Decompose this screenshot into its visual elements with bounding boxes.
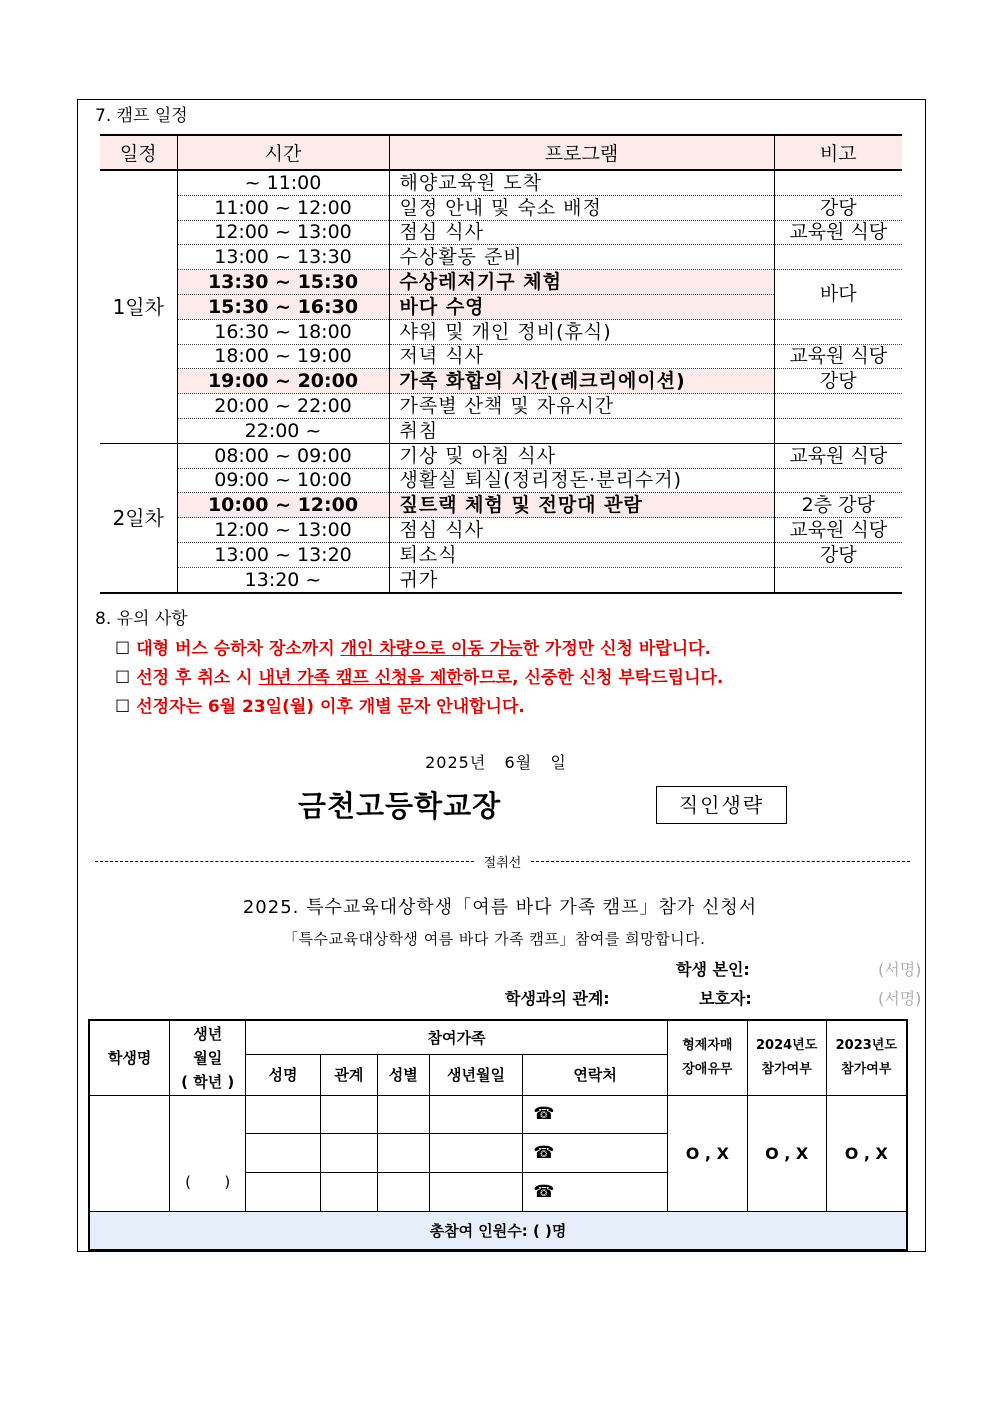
- row-note: 강당: [774, 195, 902, 220]
- family-name-cell[interactable]: [246, 1172, 321, 1211]
- row-note: 2층 강당: [774, 493, 902, 518]
- cut-line-label: 절취선: [483, 856, 522, 871]
- table-row: [100, 518, 902, 543]
- disability-ox[interactable]: O , X: [667, 1095, 747, 1211]
- row-program: 기상 및 아침 식사: [389, 443, 774, 468]
- table-row: [100, 493, 902, 518]
- student-sign-label: 학생 본인:: [676, 960, 750, 979]
- row-program: 해양교육원 도착: [389, 170, 774, 195]
- notice-1: [115, 634, 711, 659]
- row-time: 13:00 ~ 13:30: [177, 245, 389, 270]
- document-date: 2025년 6월 일: [425, 753, 567, 772]
- schedule-header-row: [100, 135, 902, 170]
- phone-icon[interactable]: ☎: [523, 1133, 668, 1172]
- student-sign-field[interactable]: (서명): [878, 960, 922, 979]
- family-relation-cell[interactable]: [320, 1133, 377, 1172]
- row-note: 교육원 식당: [774, 518, 902, 543]
- row-time: 12:00 ~ 13:00: [177, 220, 389, 245]
- row-program: 가족별 산책 및 자유시간: [389, 394, 774, 419]
- phone-icon[interactable]: ☎: [523, 1095, 668, 1133]
- row-program: 바다 수영: [389, 294, 774, 319]
- row-note: [774, 418, 902, 443]
- row-program: 귀가: [389, 567, 774, 592]
- col-sibling-disability: 형제자매 장애유무: [667, 1020, 747, 1095]
- row-time: 13:20 ~: [177, 567, 389, 592]
- row-program: 짚트랙 체험 및 전망대 관람: [389, 493, 774, 518]
- application-subtitle: 「특수교육대상학생 여름 바다 가족 캠프」참여를 희망합니다.: [283, 930, 706, 948]
- family-birth-cell[interactable]: [429, 1095, 523, 1133]
- cut-dash-left: [95, 861, 474, 862]
- row-program: 수상레저기구 체험: [389, 270, 774, 295]
- col-2024-participation: 2024년도 참가여부: [747, 1020, 826, 1095]
- row-note: [774, 567, 902, 592]
- notice-1-underline: 개인 차량으로 이동 가능: [340, 639, 523, 659]
- participation-2023-ox[interactable]: O , X: [826, 1095, 907, 1211]
- notice-2-text-a: 선정 후 취소 시: [136, 668, 259, 688]
- row-time: 20:00 ~ 22:00: [177, 394, 389, 419]
- application-table: [88, 1019, 908, 1251]
- seal-omitted-box: 직인생략: [656, 786, 787, 824]
- table-row: [100, 418, 902, 443]
- guardian-sign-field[interactable]: (서명): [878, 989, 922, 1008]
- row-time: 16:30 ~ 18:00: [177, 319, 389, 344]
- row-time: 11:00 ~ 12:00: [177, 195, 389, 220]
- table-row: [100, 195, 902, 220]
- day1-label: 1일차: [100, 170, 177, 443]
- row-program: 생활실 퇴실(정리정돈·분리수거): [389, 468, 774, 493]
- row-program: 점심 식사: [389, 220, 774, 245]
- student-name-cell[interactable]: [89, 1095, 170, 1211]
- family-name-cell[interactable]: [246, 1133, 321, 1172]
- row-note: 바다: [774, 270, 902, 320]
- table-row: [100, 567, 902, 592]
- day2-label: 2일차: [100, 443, 177, 592]
- header-note: 비고: [774, 135, 902, 170]
- table-row: [100, 344, 902, 369]
- row-program: 가족 화합의 시간(레크리에이션): [389, 369, 774, 394]
- row-note: 교육원 식당: [774, 443, 902, 468]
- col-family: 참여가족: [246, 1020, 668, 1054]
- cut-dash-right: [531, 861, 910, 862]
- schedule-heading: 7. 캠프 일정: [95, 106, 188, 126]
- family-gender-cell[interactable]: [377, 1095, 429, 1133]
- col-birth-grade: 생년 월일 ( 학년 ): [170, 1020, 246, 1095]
- table-row: [100, 220, 902, 245]
- table-row: [100, 319, 902, 344]
- row-program: 퇴소식: [389, 542, 774, 567]
- row-program: 저녁 식사: [389, 344, 774, 369]
- table-row: [100, 443, 902, 468]
- col-student-name: 학생명: [89, 1020, 170, 1095]
- school-name: 금천고등학교장: [298, 789, 502, 823]
- notice-3: [115, 692, 525, 717]
- row-time: 09:00 ~ 10:00: [177, 468, 389, 493]
- row-program: 수상활동 준비: [389, 245, 774, 270]
- row-time: 15:30 ~ 16:30: [177, 294, 389, 319]
- family-relation-cell[interactable]: [320, 1095, 377, 1133]
- row-note: 강당: [774, 542, 902, 567]
- row-program: 샤워 및 개인 정비(휴식): [389, 319, 774, 344]
- relation-label: 학생과의 관계:: [505, 989, 610, 1008]
- table-row: [100, 369, 902, 394]
- row-time: 13:30 ~ 15:30: [177, 270, 389, 295]
- row-note: 강당: [774, 369, 902, 394]
- row-time: 10:00 ~ 12:00: [177, 493, 389, 518]
- row-note: [774, 468, 902, 493]
- schedule-table: [100, 134, 902, 594]
- table-row: [100, 542, 902, 567]
- notices-heading: 8. 유의 사항: [95, 609, 188, 629]
- total-participants[interactable]: 총참여 인원수: ( )명: [89, 1211, 907, 1250]
- row-time: 13:00 ~ 13:20: [177, 542, 389, 567]
- notice-1-text-b: 한 가정만 신청 바랍니다.: [522, 639, 711, 659]
- header-program: 프로그램: [389, 135, 774, 170]
- row-time: 08:00 ~ 09:00: [177, 443, 389, 468]
- table-row: [100, 394, 902, 419]
- row-time: 18:00 ~ 19:00: [177, 344, 389, 369]
- checkbox-icon: ☐: [115, 697, 131, 717]
- table-row: [100, 270, 902, 295]
- notice-3-text: 선정자는 6월 23일(월) 이후 개별 문자 안내합니다.: [136, 697, 525, 717]
- notice-1-text-a: 대형 버스 승하차 장소까지: [136, 639, 341, 659]
- participation-2024-ox[interactable]: O , X: [747, 1095, 826, 1211]
- checkbox-icon: ☐: [115, 639, 131, 659]
- header-time: 시간: [177, 135, 389, 170]
- row-program: 일정 안내 및 숙소 배정: [389, 195, 774, 220]
- row-note: [774, 394, 902, 419]
- notice-2-underline: 내년 가족 캠프 신청을 제한: [258, 668, 463, 688]
- table-row: [100, 245, 902, 270]
- family-birth-cell[interactable]: [429, 1172, 523, 1211]
- family-relation-cell[interactable]: [320, 1172, 377, 1211]
- application-title: 2025. 특수교육대상학생「여름 바다 가족 캠프」참가 신청서: [242, 897, 758, 918]
- sub-name: 성명: [246, 1054, 321, 1095]
- row-note: [774, 245, 902, 270]
- sub-contact: 연락처: [523, 1054, 668, 1095]
- row-time: 22:00 ~: [177, 418, 389, 443]
- checkbox-icon: ☐: [115, 668, 131, 688]
- row-time: 12:00 ~ 13:00: [177, 518, 389, 543]
- row-note: 교육원 식당: [774, 220, 902, 245]
- row-note: [774, 319, 902, 344]
- table-row: [100, 468, 902, 493]
- col-2023-participation: 2023년도 참가여부: [826, 1020, 907, 1095]
- sub-relation: 관계: [320, 1054, 377, 1095]
- sub-birth: 생년월일: [429, 1054, 523, 1095]
- guardian-label: 보호자:: [699, 989, 752, 1008]
- row-program: 취침: [389, 418, 774, 443]
- phone-icon[interactable]: ☎: [523, 1172, 668, 1211]
- row-time: ~ 11:00: [177, 170, 389, 195]
- sub-gender: 성별: [377, 1054, 429, 1095]
- row-note: 교육원 식당: [774, 344, 902, 369]
- family-birth-cell[interactable]: [429, 1133, 523, 1172]
- family-gender-cell[interactable]: [377, 1172, 429, 1211]
- cut-line: [95, 852, 910, 871]
- family-name-cell[interactable]: [246, 1095, 321, 1133]
- header-day: 일정: [100, 135, 177, 170]
- family-gender-cell[interactable]: [377, 1133, 429, 1172]
- row-note: [774, 170, 902, 195]
- row-program: 점심 식사: [389, 518, 774, 543]
- row-time: 19:00 ~ 20:00: [177, 369, 389, 394]
- notice-2-text-b: 하므로, 신중한 신청 부탁드립니다.: [462, 668, 724, 688]
- notice-2: [115, 663, 723, 688]
- birth-grade-cell[interactable]: ( ): [170, 1095, 246, 1211]
- table-row: [100, 170, 902, 195]
